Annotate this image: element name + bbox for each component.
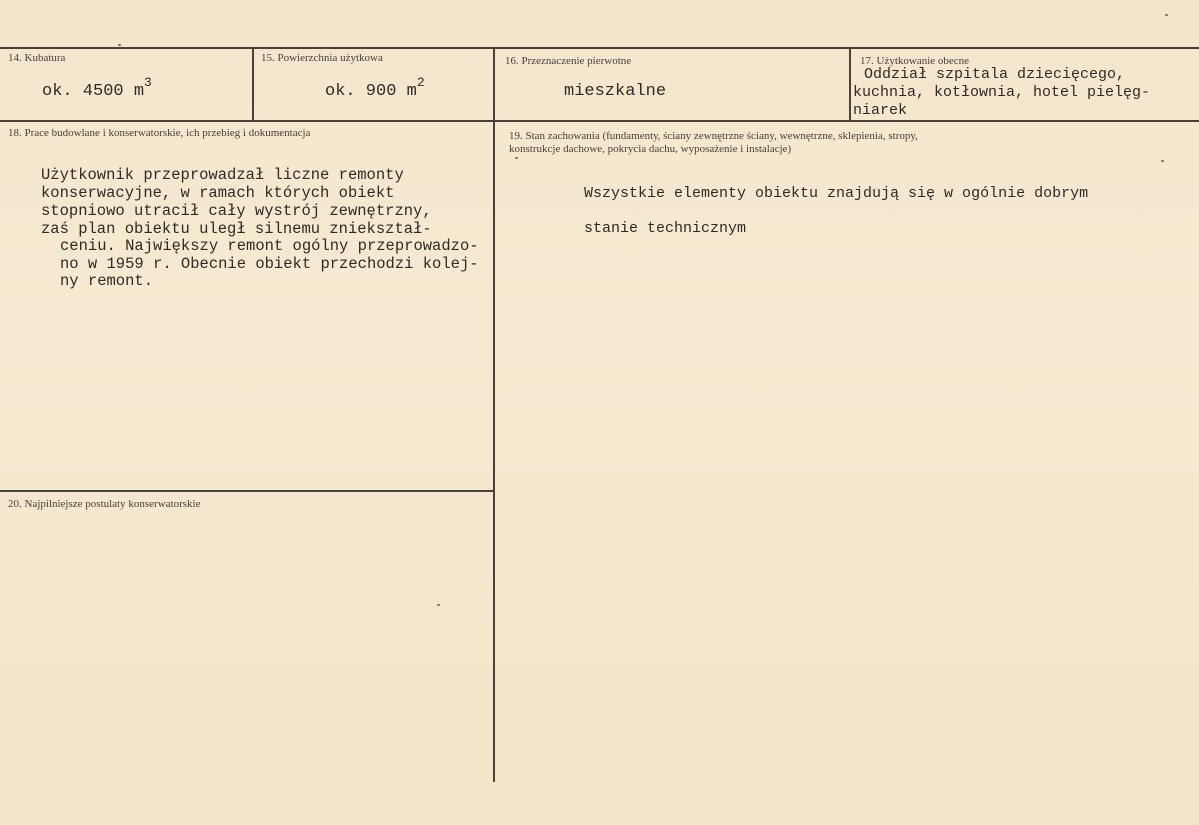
paper-speck <box>1165 14 1168 16</box>
row-divider <box>0 120 1199 122</box>
field-14-label: 14. Kubatura <box>8 52 66 64</box>
field-19-line-1: Wszystkie elementy obiektu znajdują się w ogólnie dobrym <box>584 185 1089 202</box>
field-14-exponent: 3 <box>144 75 152 90</box>
field-15-text: ok. 900 m <box>325 82 417 101</box>
field-14-value <box>42 75 152 101</box>
field-18-line-7: ny remont. <box>60 272 154 290</box>
field-17-line-2: kuchnia, kotłownia, hotel pielęg- <box>853 84 1151 101</box>
field-17-line-1: Oddział szpitala dziecięcego, <box>864 66 1126 83</box>
field-15-exponent: 2 <box>416 75 425 90</box>
field-19-label-line-2: konstrukcje dachowe, pokrycia dachu, wyposażenie i instalacje) <box>509 143 792 155</box>
field-20-label: 20. Najpilniejsze postulaty konserwatorskie <box>8 498 201 510</box>
field-18-line-3: stopniowo utracił cały wystrój zewnętrzny, <box>41 202 432 220</box>
field-16-value: mieszkalne <box>564 82 667 101</box>
top-border <box>0 47 1199 49</box>
col-divider-1 <box>252 47 254 121</box>
field-14-text: ok. 4500 m <box>42 82 145 101</box>
field-19-label-line-1: 19. Stan zachowania (fundamentу, ściany zewnętrzne ściany, wewnętrzne, sklepienia, stropy, <box>509 130 918 142</box>
paper-speck <box>118 44 121 46</box>
field-18-line-6: no w 1959 r. Obecnie obiekt przechodzi kolej- <box>60 255 479 273</box>
field-18-line-4: zaś plan obiektu uległ silnemu zniekształ- <box>41 220 432 238</box>
field-17-line-3: niarek <box>853 102 908 119</box>
left-section-divider <box>0 490 494 492</box>
field-18-line-5: ceniu. Największy remont ogólny przeprowadzo- <box>60 237 479 255</box>
field-18-line-1: Użytkownik przeprowadzał liczne remonty <box>41 166 404 184</box>
col-divider-3 <box>849 47 851 121</box>
field-19-line-2: stanie technicznym <box>584 220 747 237</box>
field-15-value <box>325 75 425 101</box>
field-15-label: 15. Powierzchnia użytkowa <box>261 52 383 64</box>
col-divider-2 <box>493 47 495 782</box>
field-17-label: 17. Użytkowanie obecne <box>860 55 970 67</box>
paper-speck <box>437 604 440 606</box>
paper-speck <box>515 157 518 159</box>
paper-speck <box>1161 160 1164 162</box>
field-18-label: 18. Prace budowlane i konserwatorskie, ich przebieg i dokumentacja <box>8 127 311 139</box>
field-16-label: 16. Przeznaczenie pierwotne <box>505 55 632 67</box>
field-18-line-2: konserwacyjne, w ramach których obiekt <box>41 184 395 202</box>
